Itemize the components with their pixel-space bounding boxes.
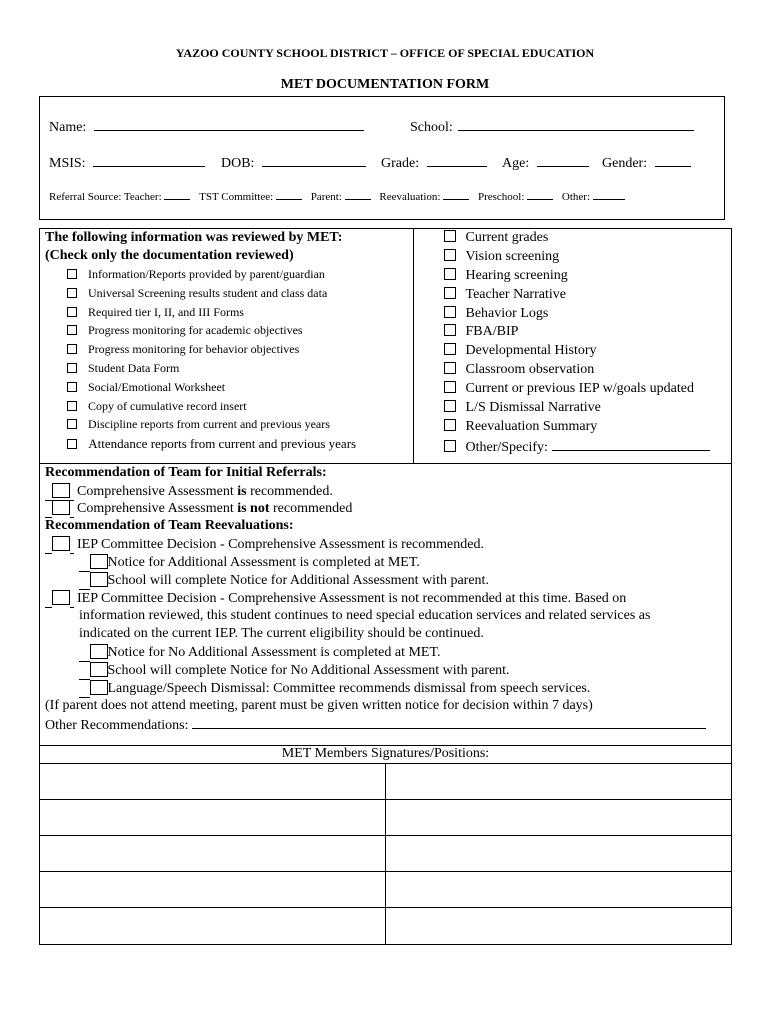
signature-cell[interactable] bbox=[39, 872, 385, 907]
right-item-other[interactable]: Other/Specify: bbox=[444, 438, 710, 457]
position-cell[interactable] bbox=[386, 908, 732, 944]
checkbox-icon[interactable] bbox=[52, 483, 70, 498]
name-row bbox=[49, 118, 364, 136]
checkbox-icon[interactable] bbox=[90, 644, 108, 659]
reeval-option-2a[interactable]: Notice for No Additional Assessment is completed at MET. bbox=[45, 644, 706, 662]
district-header: YAZOO COUNTY SCHOOL DISTRICT – OFFICE OF SPECIAL EDUCATION bbox=[175, 46, 595, 60]
reeval-heading: Recommendation of Team Reevaluations: bbox=[45, 518, 294, 533]
school-field[interactable] bbox=[458, 118, 694, 131]
form-title: MET DOCUMENTATION FORM bbox=[280, 77, 490, 92]
signature-cell[interactable] bbox=[39, 764, 385, 799]
gender-label: Gender: bbox=[602, 156, 648, 171]
signature-row bbox=[39, 800, 732, 836]
reviewed-heading-2: (Check only the documentation reviewed) bbox=[45, 248, 294, 263]
signature-cell[interactable] bbox=[39, 836, 385, 871]
dob-row bbox=[221, 154, 366, 172]
referral-parent-field[interactable] bbox=[345, 190, 371, 200]
position-cell[interactable] bbox=[386, 836, 732, 871]
referral-teacher-field[interactable] bbox=[164, 190, 190, 200]
referral-row bbox=[49, 190, 625, 203]
referral-other-field[interactable] bbox=[593, 190, 625, 200]
checkbox-icon[interactable] bbox=[444, 306, 456, 318]
checkbox-icon[interactable] bbox=[444, 287, 456, 299]
initial-option-1[interactable]: Comprehensive Assessment is recommended. bbox=[45, 483, 706, 500]
right-item[interactable]: Developmental History bbox=[444, 343, 710, 362]
age-label: Age: bbox=[502, 156, 530, 171]
right-item[interactable]: Reevaluation Summary bbox=[444, 419, 710, 438]
reviewed-left-list bbox=[67, 267, 356, 455]
reviewed-divider bbox=[413, 228, 414, 464]
checkbox-icon[interactable] bbox=[67, 288, 77, 298]
reeval-option-2-line2: information reviewed, this student continues to need special education services and related services as bbox=[79, 608, 651, 623]
parent-note: (If parent does not attend meeting, parent must be given written notice for decision within 7 days) bbox=[45, 698, 593, 713]
other-recommendations-row bbox=[45, 716, 706, 734]
referral-other-label: Other: bbox=[561, 191, 591, 203]
reeval-option-2[interactable]: IEP Committee Decision - Comprehensive Assessment is not recommended at this time. Based on bbox=[45, 590, 706, 608]
referral-reeval-field[interactable] bbox=[443, 190, 469, 200]
reeval-option-1a[interactable]: Notice for Additional Assessment is completed at MET. bbox=[45, 554, 706, 572]
checkbox-icon[interactable] bbox=[67, 269, 77, 279]
checkbox-icon[interactable] bbox=[90, 572, 108, 587]
school-row bbox=[410, 118, 694, 136]
checkbox-icon[interactable] bbox=[444, 343, 456, 355]
dob-label: DOB: bbox=[221, 156, 255, 171]
reeval-option-2b[interactable]: School will complete Notice for No Additional Assessment with parent. bbox=[45, 662, 706, 680]
left-item[interactable]: Progress monitoring for academic objectives bbox=[67, 323, 356, 342]
grade-row bbox=[381, 154, 487, 172]
position-cell[interactable] bbox=[386, 800, 732, 835]
msis-field[interactable] bbox=[93, 154, 205, 167]
checkbox-icon[interactable] bbox=[67, 439, 77, 449]
referral-tst-field[interactable] bbox=[276, 190, 302, 200]
right-item[interactable]: Hearing screening bbox=[444, 268, 710, 287]
grade-field[interactable] bbox=[427, 154, 487, 167]
right-item[interactable]: L/S Dismissal Narrative bbox=[444, 400, 710, 419]
initial-option-2[interactable]: Comprehensive Assessment is not recommended bbox=[45, 500, 706, 518]
grade-label: Grade: bbox=[381, 156, 420, 171]
referral-label: Referral Source: Teacher: bbox=[49, 191, 162, 203]
position-cell[interactable] bbox=[386, 872, 732, 907]
checkbox-icon[interactable] bbox=[444, 440, 456, 452]
other-specify-field[interactable] bbox=[552, 438, 710, 451]
msis-label: MSIS: bbox=[49, 156, 86, 171]
checkbox-icon[interactable] bbox=[67, 307, 77, 317]
name-label: Name: bbox=[49, 120, 87, 135]
age-row bbox=[502, 154, 589, 172]
reeval-option-2c[interactable]: Language/Speech Dismissal: Committee recommends dismissal from speech services. bbox=[45, 680, 706, 698]
reeval-option-1b[interactable]: School will complete Notice for Additional Assessment with parent. bbox=[45, 572, 706, 590]
right-item[interactable]: FBA/BIP bbox=[444, 324, 710, 343]
dob-field[interactable] bbox=[262, 154, 366, 167]
right-item[interactable]: Behavior Logs bbox=[444, 306, 710, 325]
gender-field[interactable] bbox=[655, 154, 691, 167]
checkbox-icon[interactable] bbox=[67, 344, 77, 354]
reviewed-heading-1: The following information was reviewed by MET: bbox=[45, 230, 343, 245]
checkbox-icon[interactable] bbox=[67, 419, 77, 429]
right-item[interactable]: Current grades bbox=[444, 230, 710, 249]
reeval-option-1[interactable]: IEP Committee Decision - Comprehensive Assessment is recommended. bbox=[45, 536, 706, 554]
right-item[interactable]: Teacher Narrative bbox=[444, 287, 710, 306]
left-item[interactable]: Universal Screening results student and class data bbox=[67, 286, 356, 305]
checkbox-icon[interactable] bbox=[52, 536, 70, 551]
checkbox-icon[interactable] bbox=[444, 249, 456, 261]
checkbox-icon[interactable] bbox=[444, 362, 456, 374]
checkbox-icon[interactable] bbox=[67, 363, 77, 373]
school-label: School: bbox=[410, 120, 453, 135]
referral-tst-label: TST Committee: bbox=[199, 191, 274, 203]
signature-row bbox=[39, 836, 732, 872]
initial-heading: Recommendation of Team for Initial Referrals: bbox=[45, 465, 327, 480]
age-field[interactable] bbox=[537, 154, 589, 167]
name-field[interactable] bbox=[94, 118, 364, 131]
reeval-option-2-line3: indicated on the current IEP. The current eligibility should be continued. bbox=[79, 626, 484, 641]
right-item[interactable]: Classroom observation bbox=[444, 362, 710, 381]
signature-row bbox=[39, 908, 732, 944]
signature-row bbox=[39, 764, 732, 800]
referral-preschool-label: Preschool: bbox=[477, 191, 525, 203]
checkbox-icon[interactable] bbox=[444, 230, 456, 242]
checkbox-icon[interactable] bbox=[444, 324, 456, 336]
checkbox-icon[interactable] bbox=[52, 500, 70, 515]
gender-row bbox=[602, 154, 691, 172]
recommendations bbox=[45, 465, 706, 734]
left-item[interactable]: Student Data Form bbox=[67, 361, 356, 380]
checkbox-icon[interactable] bbox=[67, 325, 77, 335]
left-item[interactable]: Progress monitoring for behavior objectives bbox=[67, 342, 356, 361]
checkbox-icon[interactable] bbox=[90, 554, 108, 569]
signature-row bbox=[39, 872, 732, 908]
reviewed-right-list bbox=[444, 230, 710, 457]
left-item[interactable]: Discipline reports from current and previous years bbox=[67, 417, 356, 436]
left-item[interactable]: Required tier I, II, and III Forms bbox=[67, 305, 356, 324]
signature-cell[interactable] bbox=[39, 908, 385, 944]
signatures-heading: MET Members Signatures/Positions: bbox=[281, 746, 490, 761]
checkbox-icon[interactable] bbox=[444, 419, 456, 431]
checkbox-icon[interactable] bbox=[444, 268, 456, 280]
position-cell[interactable] bbox=[386, 764, 732, 799]
checkbox-icon[interactable] bbox=[90, 662, 108, 677]
left-item[interactable]: Information/Reports provided by parent/guardian bbox=[67, 267, 356, 286]
checkbox-icon[interactable] bbox=[52, 590, 70, 605]
left-item[interactable]: Social/Emotional Worksheet bbox=[67, 380, 356, 399]
msis-row bbox=[49, 154, 205, 172]
referral-reeval-label: Reevaluation: bbox=[379, 191, 441, 203]
left-item[interactable]: Attendance reports from current and previous years bbox=[67, 436, 356, 455]
right-item[interactable]: Vision screening bbox=[444, 249, 710, 268]
checkbox-icon[interactable] bbox=[67, 382, 77, 392]
referral-preschool-field[interactable] bbox=[527, 190, 553, 200]
checkbox-icon[interactable] bbox=[444, 381, 456, 393]
right-item[interactable]: Current or previous IEP w/goals updated bbox=[444, 381, 710, 400]
left-item[interactable]: Copy of cumulative record insert bbox=[67, 399, 356, 418]
other-recommendations-label: Other Recommendations: bbox=[45, 718, 189, 733]
signature-cell[interactable] bbox=[39, 800, 385, 835]
other-recommendations-field[interactable] bbox=[192, 716, 706, 729]
checkbox-icon[interactable] bbox=[90, 680, 108, 695]
checkbox-icon[interactable] bbox=[67, 401, 77, 411]
checkbox-icon[interactable] bbox=[444, 400, 456, 412]
referral-parent-label: Parent: bbox=[310, 191, 342, 203]
